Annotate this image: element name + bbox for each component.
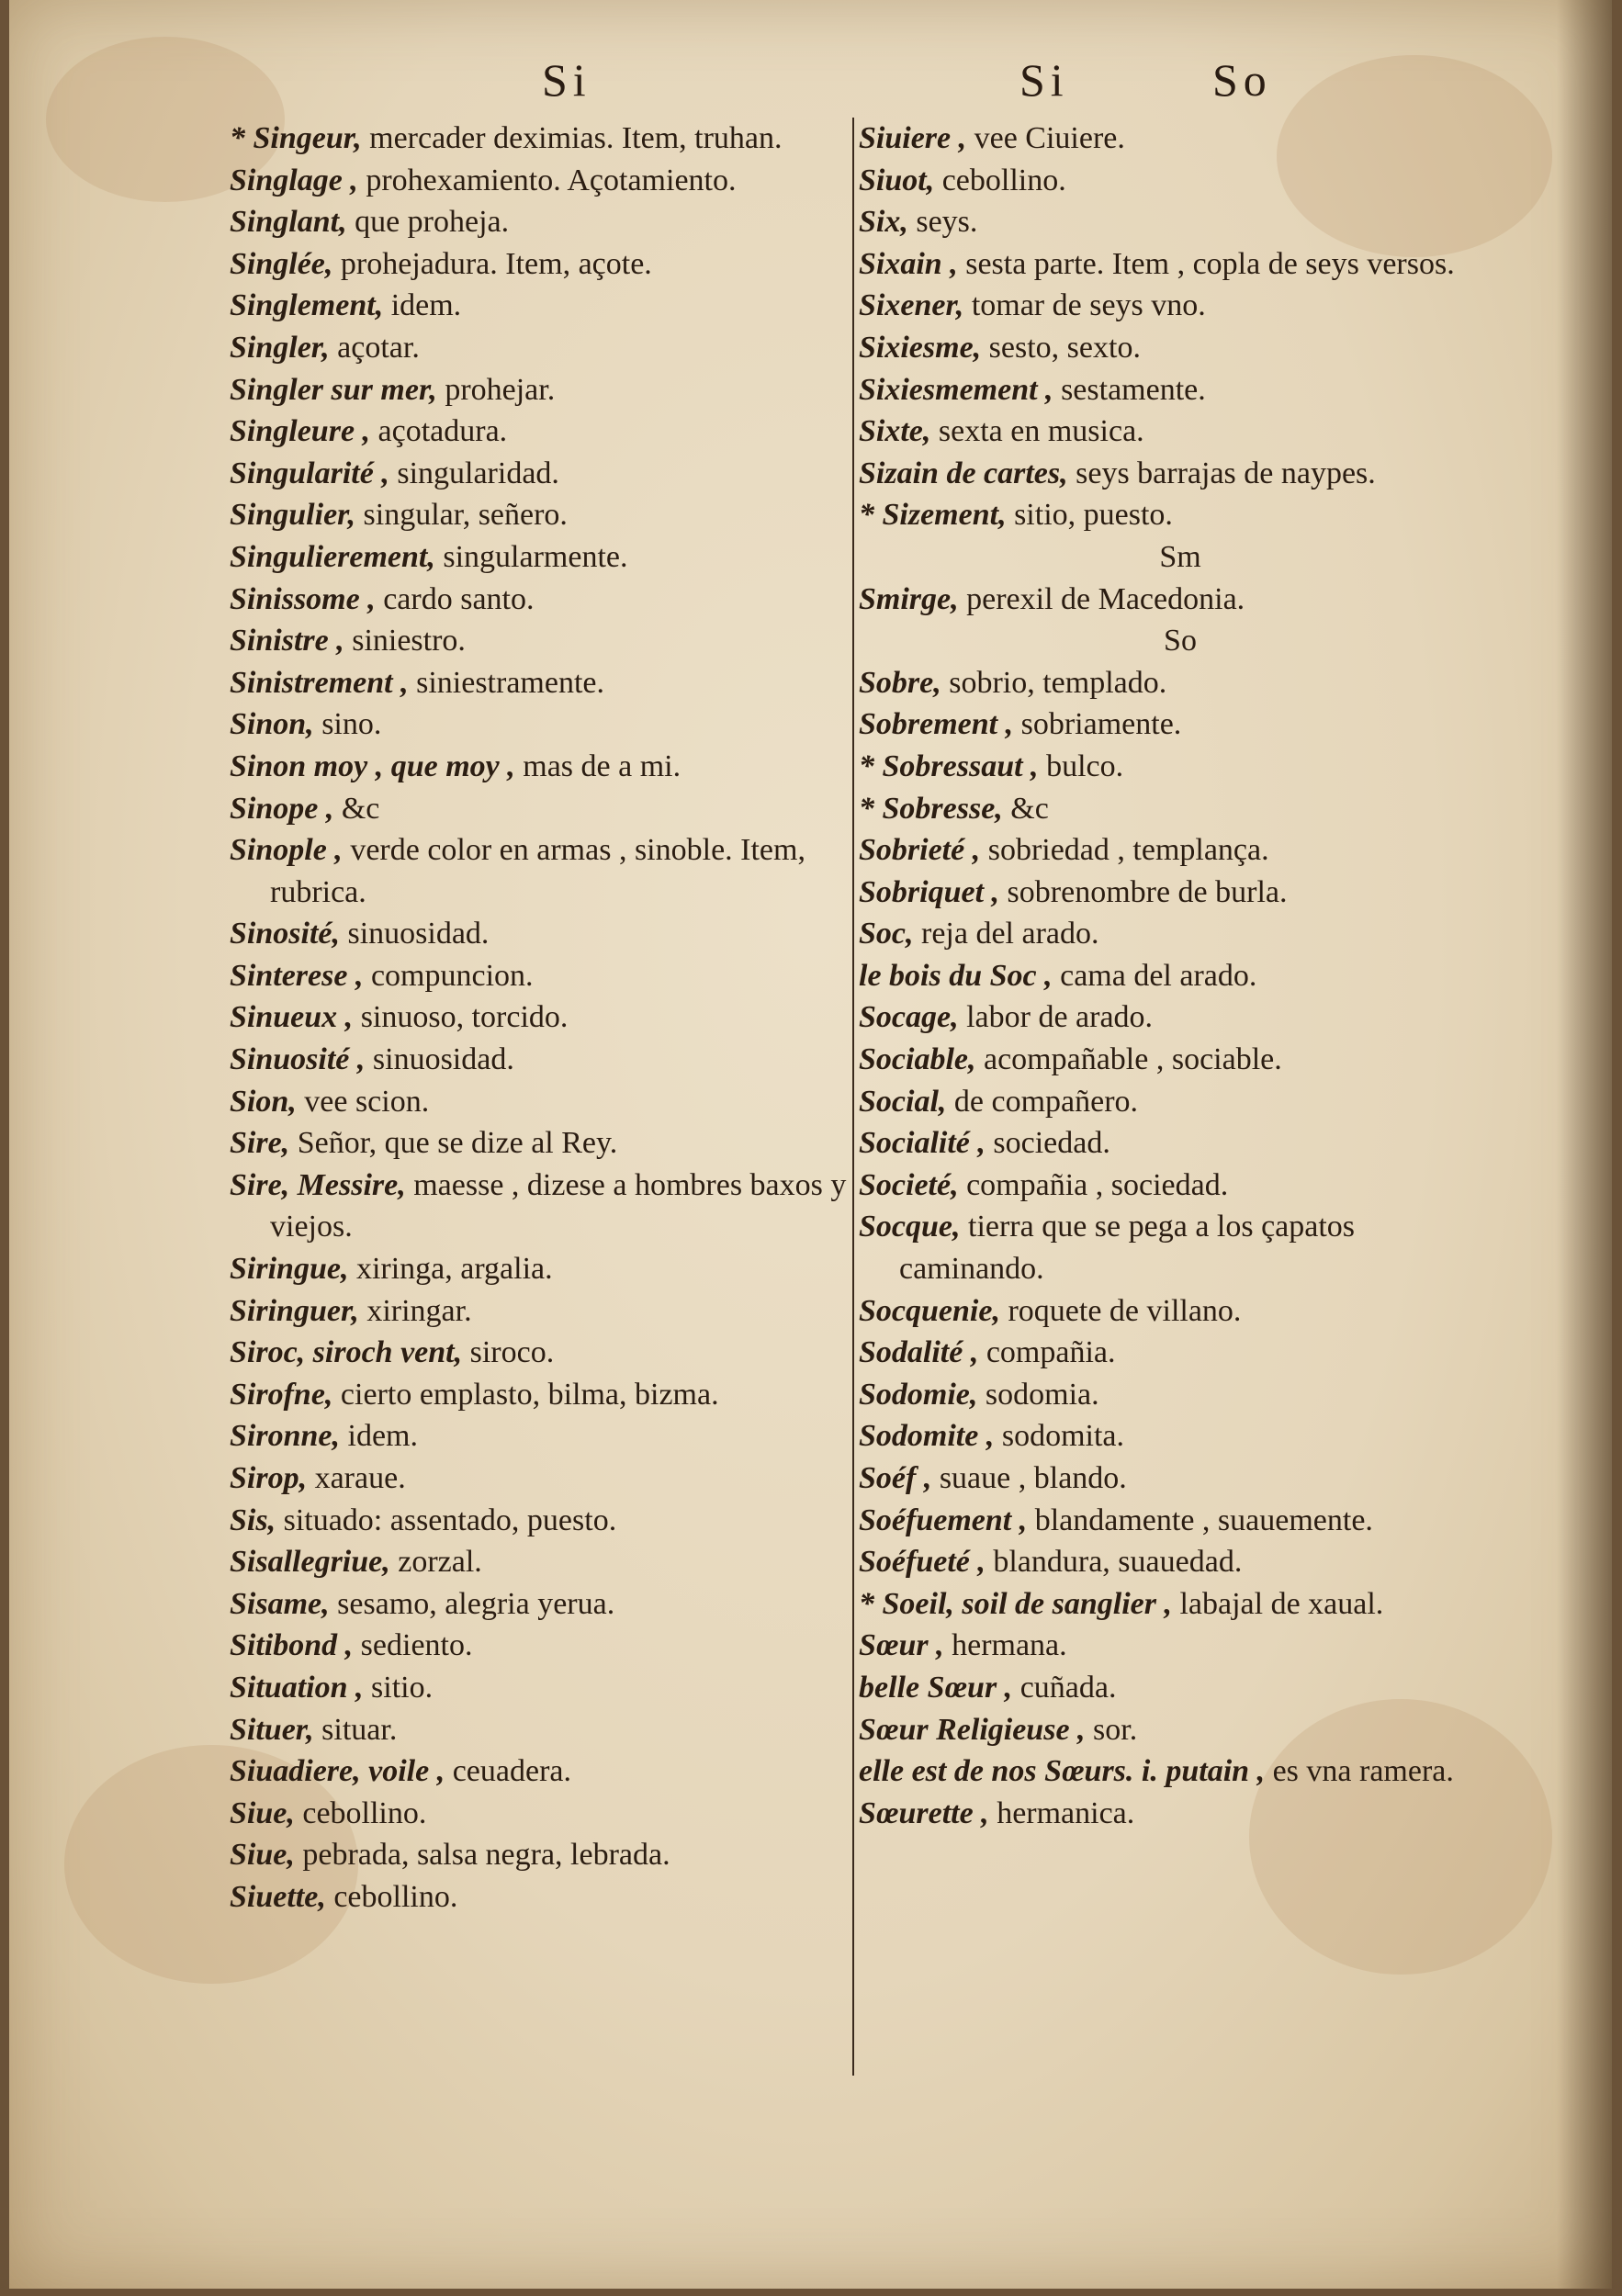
entry-definition: perexil de Macedonia. (958, 581, 1245, 616)
entry-definition: blandura, suauedad. (985, 1545, 1243, 1580)
entry-headword: Social, (859, 1084, 947, 1119)
entry-definition: bulco. (1038, 748, 1124, 783)
entry-definition: mas de a mi. (514, 748, 681, 783)
dictionary-entry (230, 285, 873, 327)
entry-definition: roquete de villano. (999, 1293, 1242, 1328)
entry-definition: sociedad. (985, 1126, 1110, 1161)
entry-headword: Sixener, (859, 288, 964, 323)
entry-definition: vee scion. (296, 1084, 430, 1119)
entry-definition: seys barrajas de naypes. (1067, 456, 1376, 490)
dictionary-entry (230, 620, 873, 662)
entry-definition: sino. (313, 707, 382, 742)
entry-headword: Sitibond , (230, 1628, 354, 1663)
entry-headword: Socquenie, (859, 1293, 1000, 1328)
entry-definition: cebollino. (294, 1795, 427, 1830)
dictionary-entry (859, 1332, 1502, 1374)
dictionary-entry (230, 536, 873, 579)
dictionary-entry (859, 1709, 1502, 1751)
dictionary-entry (859, 579, 1502, 621)
entry-definition: singular, señero. (355, 498, 568, 533)
entry-definition: sesamo, alegria yerua. (329, 1586, 615, 1621)
entry-headword: * Sizement, (859, 498, 1007, 533)
entry-definition: Señor, que se dize al Rey. (289, 1126, 618, 1161)
dictionary-entry (230, 1165, 873, 1248)
entry-definition: compañia. (978, 1335, 1116, 1370)
entry-definition: compuncion. (363, 958, 534, 993)
entry-definition: cierto emplasto, bilma, bizma. (332, 1377, 719, 1412)
dictionary-entry (230, 369, 873, 411)
entry-headword: Soéfuement , (859, 1503, 1028, 1537)
entry-definition: idem. (383, 288, 462, 323)
entry-headword: Smirge, (859, 581, 959, 616)
entry-definition: blandamente , suauemente. (1027, 1503, 1373, 1537)
entry-headword: Singulier, (230, 498, 356, 533)
entry-headword: Siuette, (230, 1879, 326, 1914)
entry-definition: labajal de xaual. (1171, 1586, 1384, 1621)
running-head-right-1: Si (1019, 54, 1069, 106)
dictionary-entry (859, 369, 1502, 411)
entry-headword: Soéfueté , (859, 1545, 986, 1580)
entry-headword: Singlement, (230, 288, 384, 323)
dictionary-entry (859, 453, 1502, 495)
entry-headword: Sirofne, (230, 1377, 333, 1412)
entry-headword: Sinissome , (230, 581, 376, 616)
dictionary-entry (859, 829, 1502, 872)
entry-headword: Sinon moy , que moy , (230, 748, 515, 783)
dictionary-entry (230, 1248, 873, 1290)
dictionary-entry (230, 1793, 873, 1835)
entry-definition: pebrada, salsa negra, lebrada. (294, 1838, 670, 1873)
entry-headword: Sire, (230, 1126, 290, 1161)
entry-headword: Sodomie, (859, 1377, 978, 1412)
entry-headword: Siringue, (230, 1252, 349, 1287)
dictionary-entry (859, 411, 1502, 453)
entry-definition: maesse , dizese a hombres baxos y viejos. (270, 1167, 847, 1244)
dictionary-entry (859, 872, 1502, 914)
dictionary-entry (859, 1206, 1502, 1289)
dictionary-entry (230, 579, 873, 621)
dictionary-entry (230, 1750, 873, 1793)
entry-headword: Sobrieté , (859, 833, 981, 868)
entry-headword: Singlée, (230, 246, 333, 281)
entry-headword: Sodomite , (859, 1419, 995, 1454)
entry-definition: verde color en armas , sinoble. Item, rubrica. (270, 833, 805, 909)
dictionary-entry (859, 1165, 1502, 1207)
entry-definition: sexta en musica. (930, 414, 1144, 449)
dictionary-entry (230, 829, 873, 913)
dictionary-entry (859, 1458, 1502, 1500)
entry-definition: que proheja. (346, 205, 510, 240)
entry-headword: Siue, (230, 1838, 295, 1873)
dictionary-entry (230, 453, 873, 495)
dictionary-entry (859, 494, 1502, 536)
entry-definition: suaue , blando. (931, 1461, 1127, 1495)
entry-headword: * Soeil, soil de sanglier , (859, 1586, 1172, 1621)
entry-headword: Soéf , (859, 1461, 932, 1495)
section-letter: So (1164, 624, 1197, 658)
entry-headword: Sobriquet , (859, 874, 1000, 909)
dictionary-entry (859, 1500, 1502, 1542)
dictionary-entry (230, 327, 873, 369)
entry-definition: sinuosidad. (365, 1042, 514, 1077)
entry-headword: * Singeur, (230, 121, 362, 155)
entry-definition: es vna ramera. (1265, 1754, 1454, 1789)
entry-headword: Singulierement, (230, 539, 435, 574)
entry-definition: ceuadera. (445, 1754, 571, 1789)
entry-headword: elle est de nos Sœurs. i. putain , (859, 1754, 1266, 1789)
entry-headword: Singleure , (230, 414, 371, 449)
dictionary-entry (230, 996, 873, 1039)
dictionary-entry (230, 1583, 873, 1626)
entry-headword: * Sobresse, (859, 791, 1003, 826)
entry-definition: sinuoso, torcido. (353, 1000, 569, 1035)
entry-headword: * Sobressaut , (859, 748, 1039, 783)
entry-definition: xiringa, argalia. (348, 1252, 553, 1287)
entry-definition: siniestro. (344, 624, 466, 658)
dictionary-entry (230, 1834, 873, 1876)
entry-headword: Socialité , (859, 1126, 986, 1161)
dictionary-entry (859, 1667, 1502, 1709)
entry-definition: sobrenombre de burla. (999, 874, 1288, 909)
dictionary-entry (230, 1122, 873, 1165)
entry-definition: sitio. (363, 1670, 434, 1705)
entry-definition: idem. (340, 1419, 418, 1454)
dictionary-entry (859, 996, 1502, 1039)
entry-definition: singularmente. (434, 539, 628, 574)
dictionary-entry (859, 160, 1502, 202)
entry-headword: Sion, (230, 1084, 297, 1119)
entry-headword: Sisame, (230, 1586, 330, 1621)
dictionary-entry (230, 1458, 873, 1500)
entry-headword: Soc, (859, 917, 914, 951)
dictionary-entry (230, 955, 873, 997)
entry-headword: Siringuer, (230, 1293, 359, 1328)
entry-definition: &c (1002, 791, 1049, 826)
entry-definition: acompañable , sociable. (975, 1042, 1282, 1077)
dictionary-entry (230, 1876, 873, 1919)
dictionary-entry (859, 1374, 1502, 1416)
entry-definition: prohejadura. Item, açote. (332, 246, 652, 281)
entry-headword: belle Sœur , (859, 1670, 1013, 1705)
entry-headword: Sinueux , (230, 1000, 354, 1035)
running-head-left: Si (542, 54, 591, 106)
entry-headword: Singularité , (230, 456, 389, 490)
entry-definition: cebollino. (934, 163, 1066, 197)
entry-headword: Societé, (859, 1167, 959, 1202)
dictionary-entry (230, 118, 873, 160)
dictionary-entry (230, 1081, 873, 1123)
entry-headword: Siuot, (859, 163, 935, 197)
entry-definition: cama del arado. (1052, 958, 1257, 993)
entry-headword: Sinope , (230, 791, 334, 826)
entry-definition: de compañero. (946, 1084, 1139, 1119)
book-page (9, 0, 1612, 2289)
entry-definition: xaraue. (307, 1461, 406, 1495)
dictionary-entry (859, 662, 1502, 704)
dictionary-entry (859, 703, 1502, 746)
entry-headword: Situer, (230, 1712, 314, 1747)
dictionary-entry (230, 201, 873, 243)
entry-definition: sodomita. (994, 1419, 1125, 1454)
entry-definition: prohejar. (436, 372, 556, 407)
dictionary-entry (859, 1415, 1502, 1458)
entry-definition: sesta parte. Item , copla de seys versos. (957, 246, 1455, 281)
entry-definition: sobriedad , templança. (980, 833, 1269, 868)
dictionary-entry (859, 1750, 1502, 1793)
dictionary-entry (859, 1793, 1502, 1835)
entry-headword: Sis, (230, 1503, 276, 1537)
entry-definition: hermana. (943, 1628, 1067, 1663)
right-column (859, 118, 1502, 1834)
dictionary-entry (859, 746, 1502, 788)
section-letter: Sm (1159, 539, 1201, 574)
entry-headword: le bois du Soc , (859, 958, 1053, 993)
entry-headword: Sizain de cartes, (859, 456, 1068, 490)
entry-headword: Sinople , (230, 833, 343, 868)
entry-headword: Sœur Religieuse , (859, 1712, 1086, 1747)
entry-headword: Sinuosité , (230, 1042, 366, 1077)
entry-headword: Singlant, (230, 205, 347, 240)
entry-headword: Sobre, (859, 665, 941, 700)
dictionary-entry (230, 703, 873, 746)
binding-shadow (1557, 0, 1612, 2289)
entry-headword: Singler sur mer, (230, 372, 437, 407)
entry-headword: Sisallegriue, (230, 1545, 390, 1580)
dictionary-entry (230, 1500, 873, 1542)
entry-headword: Sinosité, (230, 917, 340, 951)
entry-headword: Situation , (230, 1670, 364, 1705)
dictionary-entry (230, 913, 873, 955)
entry-definition: tierra que se pega a los çapatos caminando. (899, 1210, 1356, 1287)
dictionary-entry (859, 1039, 1502, 1081)
entry-definition: cardo santo. (375, 581, 535, 616)
entry-definition: sestamente. (1053, 372, 1206, 407)
entry-headword: Siue, (230, 1795, 295, 1830)
dictionary-entry (230, 494, 873, 536)
dictionary-entry (230, 1332, 873, 1374)
entry-headword: Sinistre , (230, 624, 344, 658)
entry-definition: sediento. (353, 1628, 473, 1663)
entry-definition: sor. (1085, 1712, 1138, 1747)
dictionary-entry (230, 1415, 873, 1458)
entry-definition: açotadura. (370, 414, 508, 449)
entry-definition: tomar de seys vno. (963, 288, 1206, 323)
dictionary-entry (859, 201, 1502, 243)
entry-definition: vee Ciuiere. (966, 121, 1125, 155)
entry-definition: sinuosidad. (339, 917, 490, 951)
dictionary-entry (230, 411, 873, 453)
entry-headword: Sixain , (859, 246, 958, 281)
dictionary-entry (859, 1290, 1502, 1333)
entry-definition: singularidad. (389, 456, 559, 490)
entry-definition: reja del arado. (913, 917, 1099, 951)
entry-headword: Sinistrement , (230, 665, 409, 700)
entry-definition: cuñada. (1012, 1670, 1117, 1705)
dictionary-entry (230, 662, 873, 704)
dictionary-entry (230, 1625, 873, 1667)
dictionary-entry (859, 1625, 1502, 1667)
dictionary-entry (859, 1122, 1502, 1165)
entry-definition: siniestramente. (408, 665, 604, 700)
dictionary-entry (230, 1541, 873, 1583)
entry-definition: compañia , sociedad. (958, 1167, 1229, 1202)
dictionary-entry (859, 243, 1502, 286)
entry-headword: Sœur , (859, 1628, 944, 1663)
entry-headword: Sœurette , (859, 1795, 989, 1830)
entry-definition: xiringar. (358, 1293, 472, 1328)
entry-definition: &c (333, 791, 380, 826)
dictionary-entry (859, 118, 1502, 160)
entry-headword: Sixiesmement , (859, 372, 1053, 407)
entry-headword: Singler, (230, 330, 330, 365)
dictionary-entry (230, 1039, 873, 1081)
entry-headword: Six, (859, 205, 908, 240)
entry-definition: hermanica. (988, 1795, 1135, 1830)
entry-definition: seys. (907, 205, 978, 240)
entry-definition: sodomia. (977, 1377, 1099, 1412)
entry-headword: Sobrement , (859, 707, 1014, 742)
entry-definition: cebollino. (325, 1879, 458, 1914)
entry-definition: mercader deximias. Item, truhan. (361, 121, 783, 155)
dictionary-entry (859, 1541, 1502, 1583)
entry-definition: prohexamiento. Açotamiento. (357, 163, 737, 197)
entry-headword: Socage, (859, 1000, 959, 1035)
dictionary-entry (230, 788, 873, 830)
dictionary-entry (230, 1290, 873, 1333)
entry-headword: Siroc, siroch vent, (230, 1335, 463, 1370)
dictionary-entry (230, 1709, 873, 1751)
dictionary-entry (230, 160, 873, 202)
entry-headword: Socque, (859, 1210, 961, 1244)
dictionary-entry (230, 1374, 873, 1416)
entry-definition: labor de arado. (958, 1000, 1154, 1035)
entry-definition: sesto, sexto. (981, 330, 1141, 365)
entry-definition: sobrio, templado. (941, 665, 1167, 700)
entry-headword: Sixte, (859, 414, 931, 449)
entry-definition: zorzal. (389, 1545, 482, 1580)
dictionary-entry (230, 746, 873, 788)
entry-headword: Sinon, (230, 707, 314, 742)
dictionary-entry (859, 1081, 1502, 1123)
entry-headword: Sodalité , (859, 1335, 979, 1370)
dictionary-entry (859, 955, 1502, 997)
entry-headword: Sironne, (230, 1419, 340, 1454)
dictionary-entry (230, 243, 873, 286)
entry-definition: sobriamente. (1013, 707, 1182, 742)
dictionary-entry (859, 327, 1502, 369)
entry-headword: Sixiesme, (859, 330, 982, 365)
entry-headword: Siuiere , (859, 121, 967, 155)
entry-headword: Sire, Messire, (230, 1167, 406, 1202)
entry-headword: Sociable, (859, 1042, 976, 1077)
dictionary-entry (859, 285, 1502, 327)
entry-definition: situado: assentado, puesto. (276, 1503, 617, 1537)
entry-headword: Sirop, (230, 1461, 308, 1495)
running-head-right-2: So (1212, 54, 1272, 106)
dictionary-entry (859, 1583, 1502, 1626)
entry-definition: sitio, puesto. (1006, 498, 1173, 533)
entry-definition: açotar. (329, 330, 420, 365)
dictionary-entry (859, 788, 1502, 830)
dictionary-entry (859, 913, 1502, 955)
entry-definition: siroco. (462, 1335, 555, 1370)
entry-headword: Sinterese , (230, 958, 364, 993)
left-column (230, 118, 873, 1919)
entry-definition: situar. (313, 1712, 398, 1747)
entry-headword: Singlage , (230, 163, 358, 197)
entry-headword: Siuadiere, voile , (230, 1754, 445, 1789)
dictionary-entry (230, 1667, 873, 1709)
